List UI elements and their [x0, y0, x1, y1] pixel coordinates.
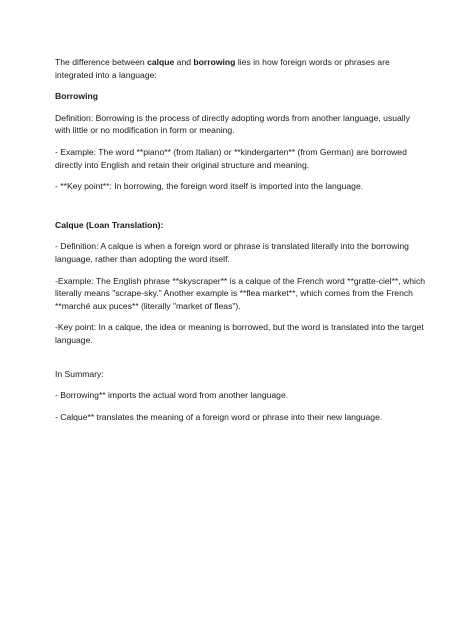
calque-heading: Calque (Loan Translation):: [55, 219, 164, 230]
borrowing-definition: Definition: Borrowing is the process of directly adopting words from another language, usually with little or no modification in form or meaning.: [55, 112, 410, 136]
calque-key-point: -Key point: In a calque, the idea or meaning is borrowed, but the word is translated into the target language.: [55, 322, 424, 345]
summary-calque-line: - Calque** translates the meaning of a foreign word or phrase into their new language.: [55, 411, 383, 422]
intro-calque-term: calque: [147, 57, 175, 67]
intro-text-3: lies in how foreign words or phrases are integrated into a language:: [55, 57, 390, 80]
borrowing-key-point: - **Key point**: In borrowing, the foreign word itself is imported into the language.: [55, 181, 364, 192]
intro-text-1: The difference between: [55, 57, 148, 67]
intro-paragraph: [55, 56, 427, 81]
borrowing-heading: Borrowing: [55, 91, 98, 102]
summary-borrowing-line: - Borrowing** imports the actual word from another language.: [55, 390, 289, 401]
calque-example: -Example: The English phrase **skyscraper** is a calque of the French word **gratte-ciel**, which literally means "scrape-sky." Another example is **flea market**, which comes from the French **marché aux puces** (literally "market of fleas").: [55, 275, 426, 311]
document-body: [55, 56, 427, 432]
summary-heading: In Summary:: [55, 368, 104, 379]
intro-borrowing-term: borrowing: [193, 57, 236, 67]
borrowing-example: - Example: The word **piano** (from Italian) or **kindergarten** (from German) are borrowed directly into English and retain their original structure and meaning.: [55, 146, 407, 170]
intro-text-2: and: [174, 57, 194, 67]
calque-definition: - Definition: A calque is when a foreign word or phrase is translated literally into the borrowing language, rather than adopting the word itself.: [55, 241, 409, 264]
